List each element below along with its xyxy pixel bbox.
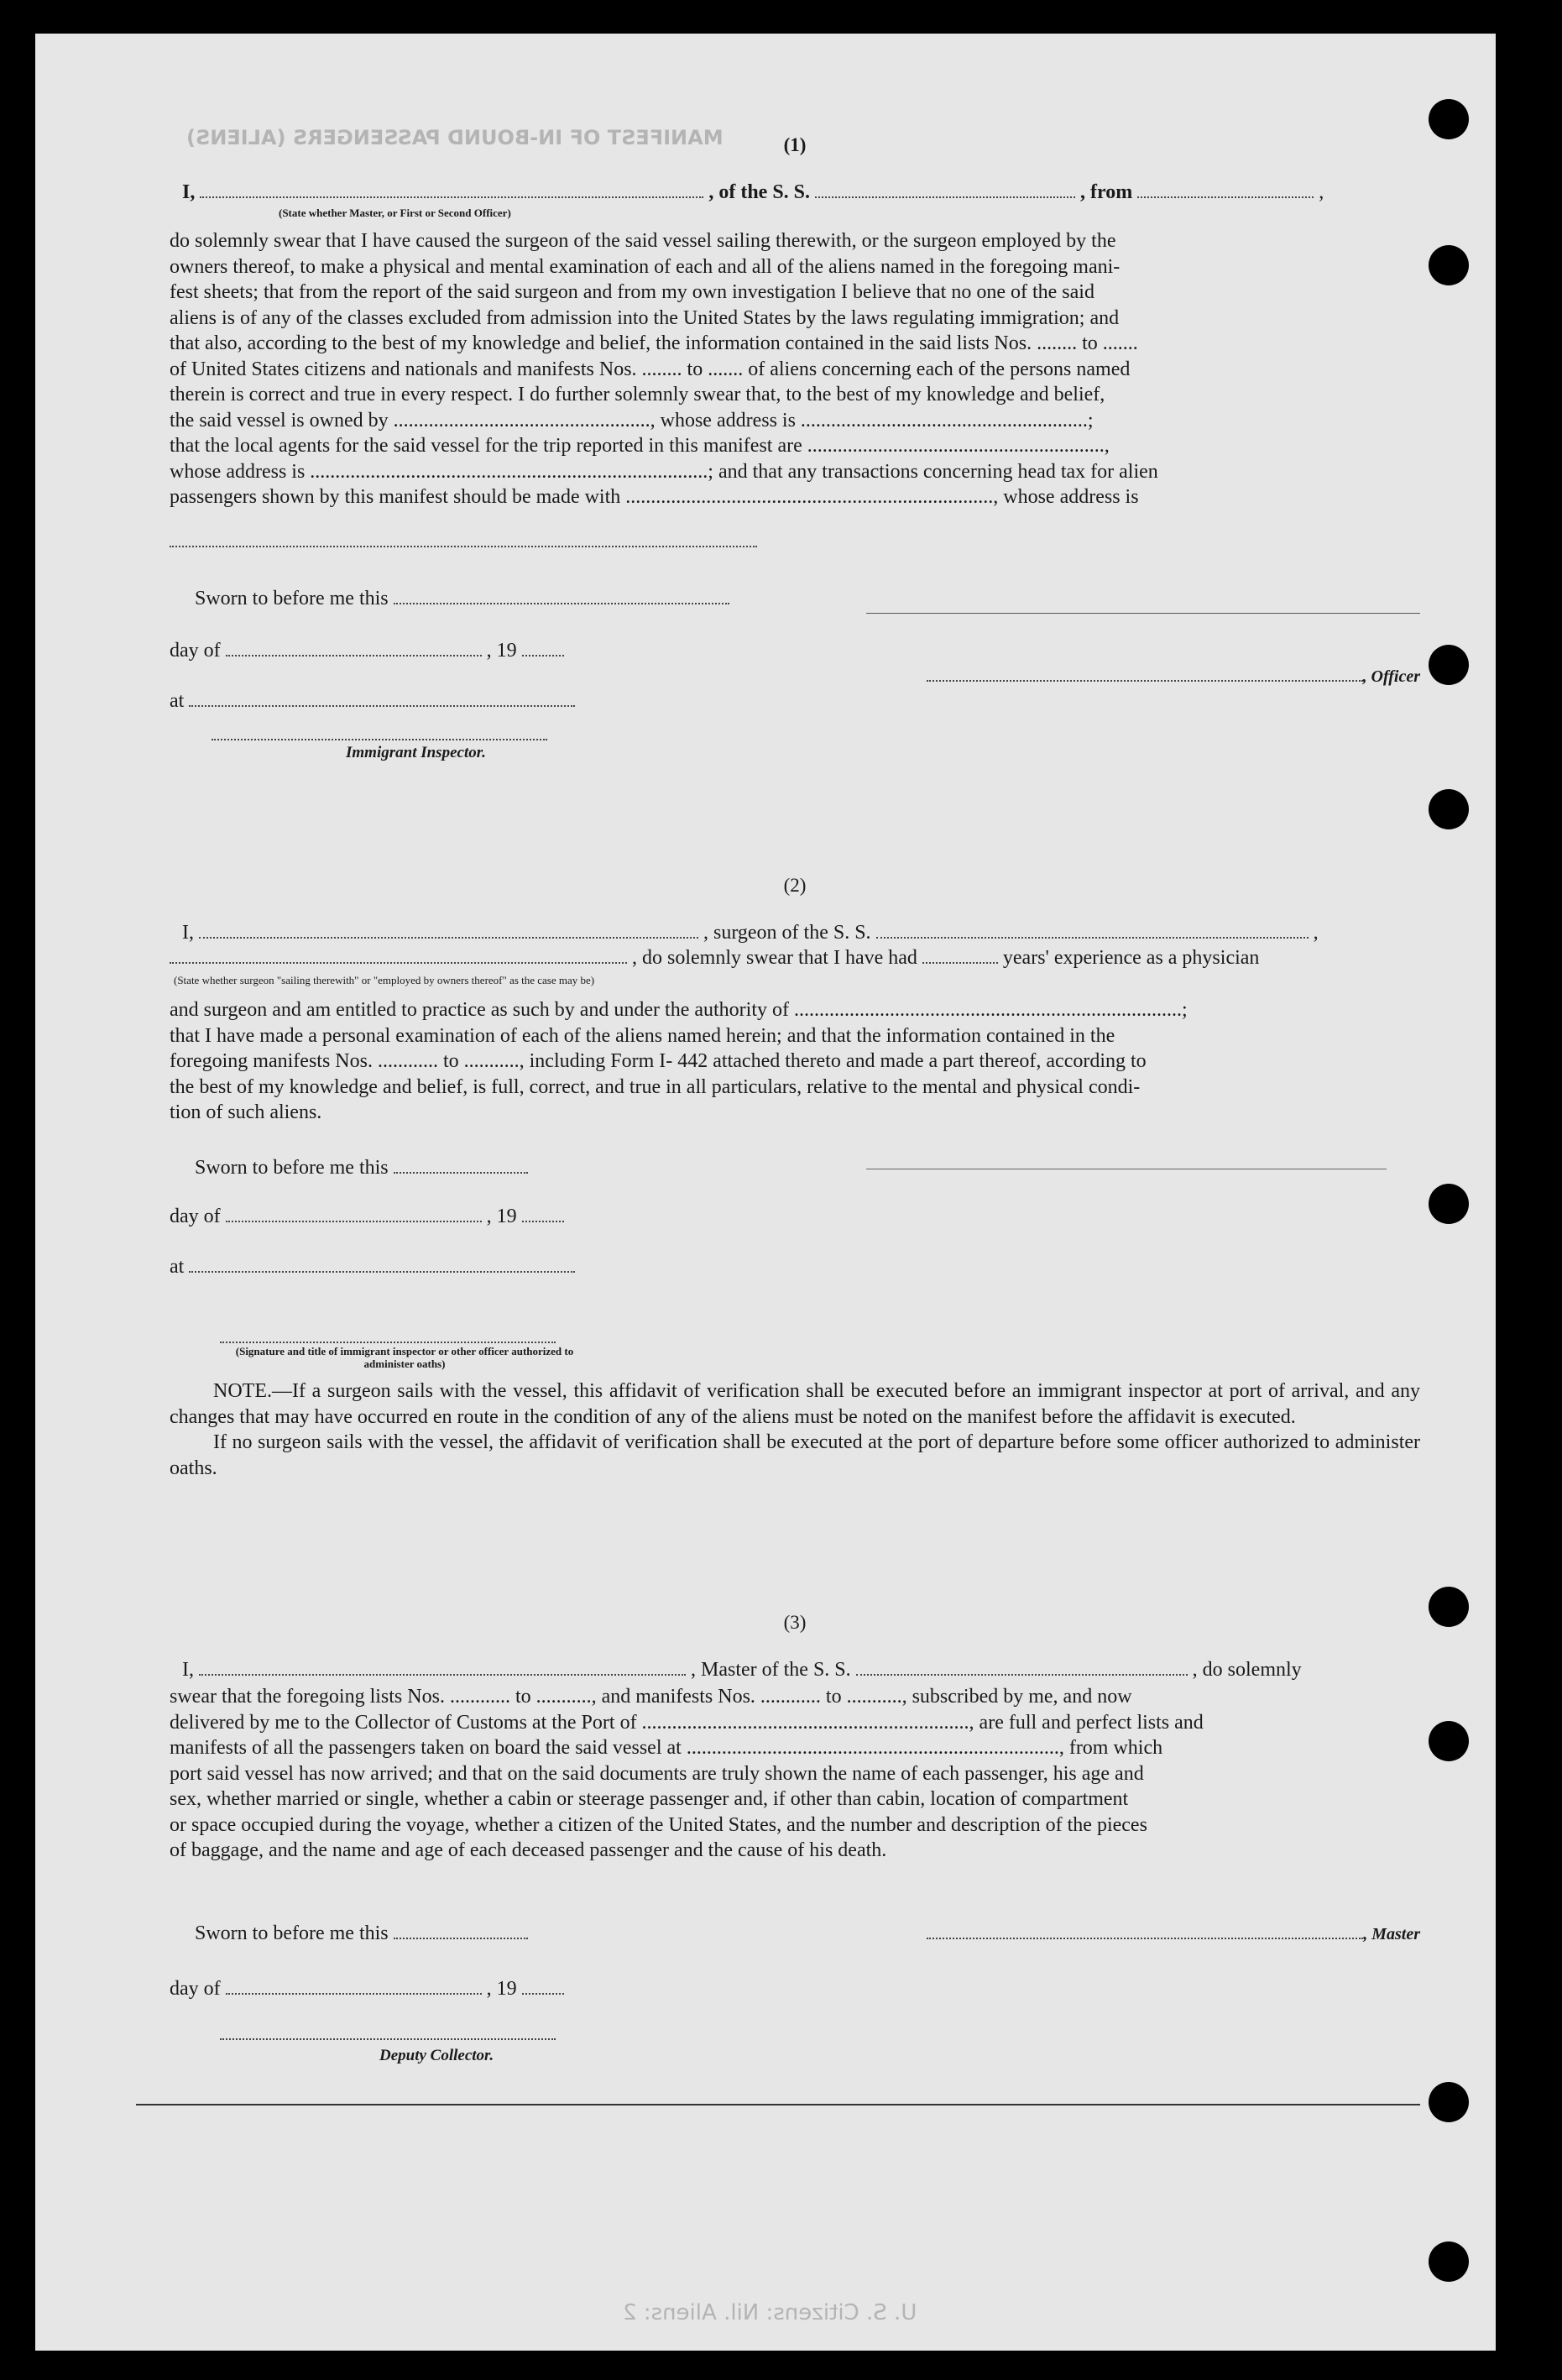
years-field[interactable] (922, 961, 998, 964)
binder-hole (1429, 1184, 1469, 1224)
faded-header: MANIFEST OF IN-BOUND PASSENGERS (ALIENS) (186, 126, 724, 149)
officer-caption: (State whether Master, or First or Second Officer) (279, 207, 511, 219)
collector-signature-field[interactable] (220, 2037, 556, 2040)
master-signature-field[interactable] (927, 1937, 1363, 1939)
sworn-label: Sworn to before me this (195, 1922, 389, 1944)
vessel-name-field[interactable] (815, 196, 1075, 198)
body-line: that I have made a personal examination of each of the aliens named herein; and that the information contained in the (170, 1024, 1115, 1047)
section-1-sworn-row (195, 588, 729, 610)
sworn-date-field[interactable] (394, 602, 729, 604)
section-2-line-2 (170, 947, 1259, 970)
note-text: —If a surgeon sails with the vessel, this affidavit of verification shall be executed before an immigrant inspector at port of arrival, and any changes that may have occurred en route in the condition of any of the aliens must be noted on the manifest before the affidavit is executed. (170, 1380, 1420, 1428)
section-3-sworn-row (195, 1922, 528, 1945)
master-signature-row (866, 1922, 1420, 1945)
master-name-field[interactable] (199, 1673, 686, 1676)
section-1-at-row (170, 690, 575, 713)
body-line: port said vessel has now arrived; and that on the said documents are truly shown the name of each passenger, his age and (170, 1762, 1144, 1785)
section-1-number: (1) (783, 134, 807, 155)
section-2-body (170, 997, 1420, 1126)
signature-line[interactable] (866, 613, 1420, 614)
body-line: the said vessel is owned by ..................................................., whose address is .........................................................; (170, 409, 1094, 432)
form-sheet (35, 34, 1496, 2351)
sworn-label: Sworn to before me this (195, 1157, 389, 1179)
section-2-line-1 (182, 922, 1319, 944)
body-line: that also, according to the best of my knowledge and belief, the information contained in the said lists Nos. ........ to ....... (170, 332, 1138, 354)
body-line: delivered by me to the Collector of Customs at the Port of ................................................................., are full and perfect lists and (170, 1711, 1204, 1734)
at-field[interactable] (189, 1270, 575, 1273)
body-line: passengers shown by this manifest should be made with ........................................................................., whose address is (170, 486, 1139, 508)
day-field[interactable] (226, 654, 482, 656)
section-2-number: (2) (783, 875, 807, 896)
inspector-signature-field[interactable] (212, 738, 547, 740)
body-line: that the local agents for the said vessel for the trip reported in this manifest are ..........................................................., (170, 435, 1110, 457)
section-1-line-1 (182, 181, 1420, 204)
pronoun-i: I, (182, 1659, 194, 1681)
day-of-label: day of (170, 640, 221, 662)
authority-caption: (Signature and title of immigrant inspector or other officer authorized to administer oaths) (235, 1345, 574, 1370)
body-line: fest sheets; that from the report of the said surgeon and from my own investigation I believe that no one of the said (170, 281, 1094, 303)
section-3-day-row (170, 1978, 564, 2001)
surgeon-caption: (State whether surgeon "sailing therewith" or "employed by owners thereof" as the case may be) (174, 974, 595, 986)
note-block (170, 1378, 1420, 1481)
body-line: or space occupied during the voyage, whether a citizen of the United States, and the number and description of the pieces (170, 1813, 1147, 1836)
officer-signature-row (866, 665, 1420, 688)
body-line: of United States citizens and nationals and manifests Nos. ........ to ....... of aliens concerning each of the persons named (170, 358, 1131, 380)
section-2-day-row (170, 1206, 564, 1228)
year-field[interactable] (522, 1220, 564, 1222)
surgeon-vessel-field[interactable] (876, 936, 1309, 939)
master-of-label: , Master of the S. S. (691, 1659, 851, 1681)
body-line: owners thereof, to make a physical and mental examination of each and all of the aliens named in the foregoing mani- (170, 255, 1121, 278)
authority-signature-field[interactable] (220, 1341, 556, 1343)
master-vessel-field[interactable] (856, 1673, 1188, 1676)
binder-hole (1429, 1721, 1469, 1761)
pronoun-i: I, (182, 181, 196, 203)
note-paragraph (170, 1378, 1420, 1430)
section-2-at-row (170, 1256, 575, 1279)
body-line: tion of such aliens. (170, 1101, 322, 1123)
collector-signature-row (220, 2023, 556, 2046)
bottom-rule (136, 2104, 1420, 2105)
body-line: do solemnly swear that I have caused the surgeon of the said vessel sailing therewith, or the surgeon employed by the (170, 230, 1116, 252)
years-label: years' experience as a physician (1002, 947, 1260, 969)
faded-footer: U. S. Citizens: Nil. Aliens: 2 (623, 2300, 917, 2325)
section-3-number: (3) (783, 1612, 807, 1633)
officer-signature-field[interactable] (927, 679, 1363, 682)
year-field[interactable] (522, 1992, 564, 1995)
year-label: , 19 (486, 1206, 517, 1227)
body-line: therein is correct and true in every respect. I do further solemnly swear that, to the best of my knowledge and belief, (170, 384, 1105, 405)
body-line: aliens is of any of the classes excluded from admission into the United States by the laws regulating immigration; and (170, 306, 1120, 329)
body-line: the best of my knowledge and belief, is full, correct, and true in all particulars, relative to the mental and physical condi- (170, 1075, 1141, 1098)
at-field[interactable] (189, 704, 575, 707)
swear-label: , do solemnly swear that I have had (632, 947, 917, 969)
binder-hole (1429, 99, 1469, 139)
body-line: sex, whether married or single, whether a cabin or steerage passenger and, if other than cabin, location of compartment (170, 1788, 1129, 1810)
day-field[interactable] (226, 1992, 482, 1995)
body-line: and surgeon and am entitled to practice as such by and under the authority of .............................................................................; (170, 999, 1188, 1021)
collector-label: Deputy Collector. (379, 2047, 494, 2064)
body-line: of baggage, and the name and age of each deceased passenger and the cause of his death. (170, 1839, 887, 1861)
note-paragraph-2: If no surgeon sails with the vessel, the affidavit of verification shall be executed at the port of departure before some officer authorized to administer oaths. (170, 1431, 1420, 1479)
section-1-body (170, 228, 1420, 510)
pronoun-i: I, (182, 922, 194, 944)
note-label: NOTE. (213, 1380, 272, 1402)
section-3-body (170, 1684, 1420, 1864)
officer-name-field[interactable] (200, 196, 703, 198)
address-field[interactable] (170, 545, 757, 547)
binder-hole (1429, 2241, 1469, 2282)
sworn-date-field[interactable] (394, 1937, 528, 1939)
binder-hole (1429, 1587, 1469, 1627)
year-label: , 19 (486, 1978, 517, 2000)
surgeon-of-label: , surgeon of the S. S. (703, 922, 871, 944)
officer-label: , Officer (1362, 667, 1420, 686)
surgeon-status-field[interactable] (170, 961, 627, 964)
from-label: , from (1080, 181, 1133, 203)
from-port-field[interactable] (1137, 196, 1314, 198)
binder-hole (1429, 645, 1469, 685)
body-line: manifests of all the passengers taken on board the said vessel at .........................................................................., from which (170, 1737, 1163, 1759)
year-field[interactable] (522, 654, 564, 656)
master-label: , Master (1363, 1925, 1420, 1943)
binder-hole (1429, 2082, 1469, 2122)
body-line: swear that the foregoing lists Nos. ............ to ..........., and manifests Nos. ............ to ..........., subscribed by me, and now (170, 1686, 1132, 1708)
day-field[interactable] (226, 1220, 482, 1222)
inspector-label: Immigrant Inspector. (346, 744, 486, 761)
do-solemnly-label: , do solemnly (1192, 1659, 1302, 1681)
day-of-label: day of (170, 1206, 221, 1227)
body-line: foregoing manifests Nos. ............ to ..........., including Form I- 442 attached thereto and made a part thereof, according to (170, 1050, 1147, 1072)
at-label: at (170, 690, 185, 712)
of-ss-label: , of the S. S. (708, 181, 811, 203)
address-continuation (170, 531, 757, 553)
inspector-signature-row (212, 724, 547, 746)
sworn-label: Sworn to before me this (195, 588, 389, 609)
comma: , (1319, 181, 1324, 203)
section-3-line-1 (182, 1659, 1302, 1682)
section-2-sworn-row (195, 1157, 528, 1180)
section-1-day-row (170, 640, 564, 662)
sworn-date-field[interactable] (394, 1171, 528, 1174)
body-line: whose address is ...............................................................................; and that any transactions concerning head tax for alien (170, 460, 1158, 483)
year-label: , 19 (486, 640, 517, 662)
binder-hole (1429, 245, 1469, 285)
surgeon-name-field[interactable] (199, 936, 698, 939)
day-of-label: day of (170, 1978, 221, 2000)
binder-hole (1429, 789, 1469, 829)
comma: , (1313, 922, 1319, 944)
at-label: at (170, 1256, 185, 1278)
